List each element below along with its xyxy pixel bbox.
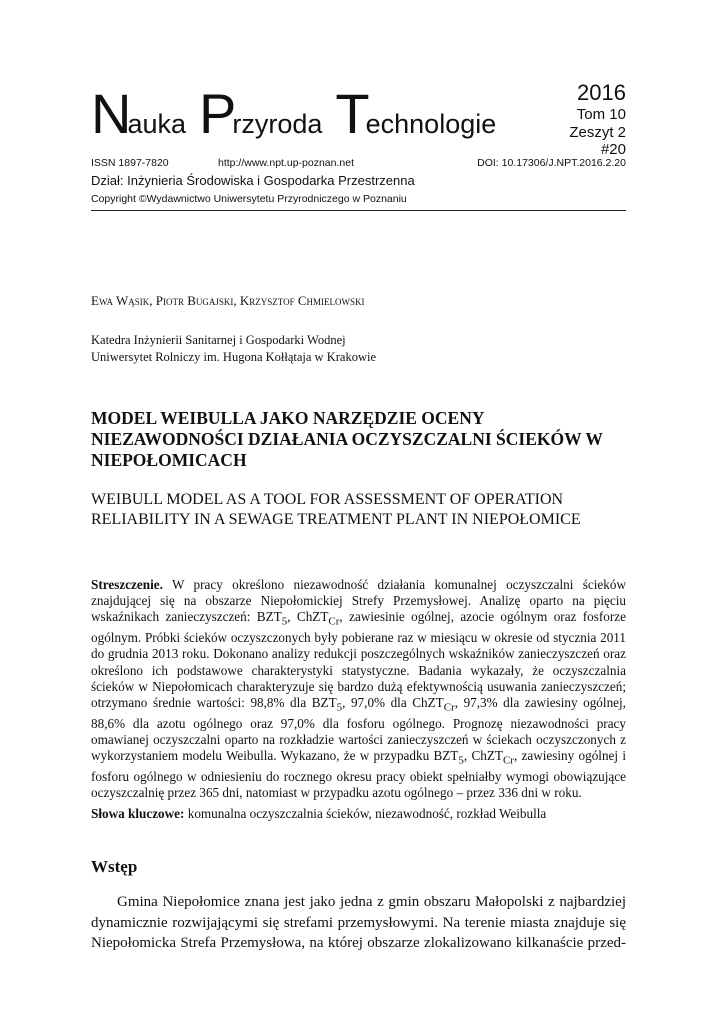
journal-title-word-1: Nauka (91, 82, 187, 145)
article-number: #20 (600, 141, 626, 159)
issue-volume: Tom 10 (576, 105, 626, 123)
keywords: Słowa kluczowe: komunalna oczyszczalnia ścieków, niezawodność, rozkład Weibulla (91, 806, 547, 821)
title-english: WEIBULL MODEL AS A TOOL FOR ASSESSMENT OF OPERATION RELIABILITY IN A SEWAGE TREATMENT PLANT IN NIEPOŁOMICE (91, 491, 581, 528)
department: Dział: Inżynieria Środowiska i Gospodarka Przestrzenna (91, 173, 415, 188)
abstract: Streszczenie. W pracy określono niezawodność działania komunalnej oczyszczalni ścieków znajdującej się na obszarze Niepołomickiej Strefy Przemysłowej. Analizę oparto na pięciu wskaźnikach zanieczyszczeń: $BZT_5$, ChZT$_{Cr}$, zawiesinie ogólnej, azocie ogólnym oraz fosforze ogólnym. Próbki ścieków oczyszczonych były pobierane raz w miesiącu w okresie od stycznia 2011 do grudnia 2013 roku. Dokonano analizy redukcji poszczególnych wskaźników zanieczyszczeń oraz określono ich podstawowe charakterystyki statystyczne. Badania wykazały, że oczyszczalnia ścieków w Niepołomicach charakteryzuje się bardzo dużą efektywnością usuwania zanieczyszczeń; otrzymano średnie wartości: 98,8% dla $BZT_5$, 97,0% dla ChZT$_{Cr}$, 97,3% dla zawiesiny ogólnej, 88,6% dla azotu ogólnego oraz 97,0% dla fosforu ogólnego. Prognozę niezawodności pracy omawianej oczyszczalni oparto na rozkładzie wartości zanieczyszczeń w ściekach oczyszczonych z wykorzystaniem modelu Weibulla. Wykazano, że w przypadku $BZT_5$, ChZT$_{Cr}$, zawiesiny ogólnej i fosforu ogólnego w odniesieniu do rocznego okresu pracy obiekt spełniałby wymogi obowiązujące oczyszczalnię przez 365 dni, natomiast w przypadku azotu ogólnego – przez 336 dni w roku. (91, 577, 627, 801)
intro-paragraph: Gmina Niepołomice znana jest jako jedna z gmin obszaru Małopolski z najbardziej dynamicznie rozwijającymi się strefami przemysłowymi. Na terenie miasta znajduje się Niepołomicka Strefa Przemysłowa, na której obszarze zlokalizowano kilkanaście przed- (91, 894, 626, 951)
authors: Ewa Wąsik, Piotr Bugajski, Krzysztof Chmielowski (91, 293, 365, 308)
doi[interactable]: DOI: 10.17306/J.NPT.2016.2.20 (477, 157, 626, 169)
title-polish: MODEL WEIBULLA JAKO NARZĘDZIE OCENY NIEZAWODNOŚCI DZIAŁANIA OCZYSZCZALNI ŚCIEKÓW W NIEPOŁOMICACH (91, 408, 603, 470)
journal-title-word-3: Technologie (335, 82, 497, 145)
issn: ISSN 1897-7820 (91, 157, 169, 169)
journal-title (91, 82, 497, 145)
section-heading: Wstęp (91, 857, 138, 876)
issue-number: Zeszyt 2 (569, 123, 626, 141)
abstract-label: Streszczenie. (91, 577, 163, 592)
keywords-label: Słowa kluczowe: (91, 806, 185, 821)
issue-info (569, 80, 626, 159)
issue-year: 2016 (577, 80, 626, 105)
journal-title-word-2: Przyroda (199, 82, 323, 145)
affiliation (91, 332, 376, 366)
journal-url[interactable]: http://www.npt.up-poznan.net (218, 157, 355, 169)
affiliation-line-2: Uniwersytet Rolniczy im. Hugona Kołłątaja w Krakowie (91, 350, 376, 364)
affiliation-line-1: Katedra Inżynierii Sanitarnej i Gospodarki Wodnej (91, 333, 346, 347)
copyright: Copyright ©Wydawnictwo Uniwersytetu Przyrodniczego w Poznaniu (91, 193, 407, 205)
header-divider (91, 210, 626, 211)
